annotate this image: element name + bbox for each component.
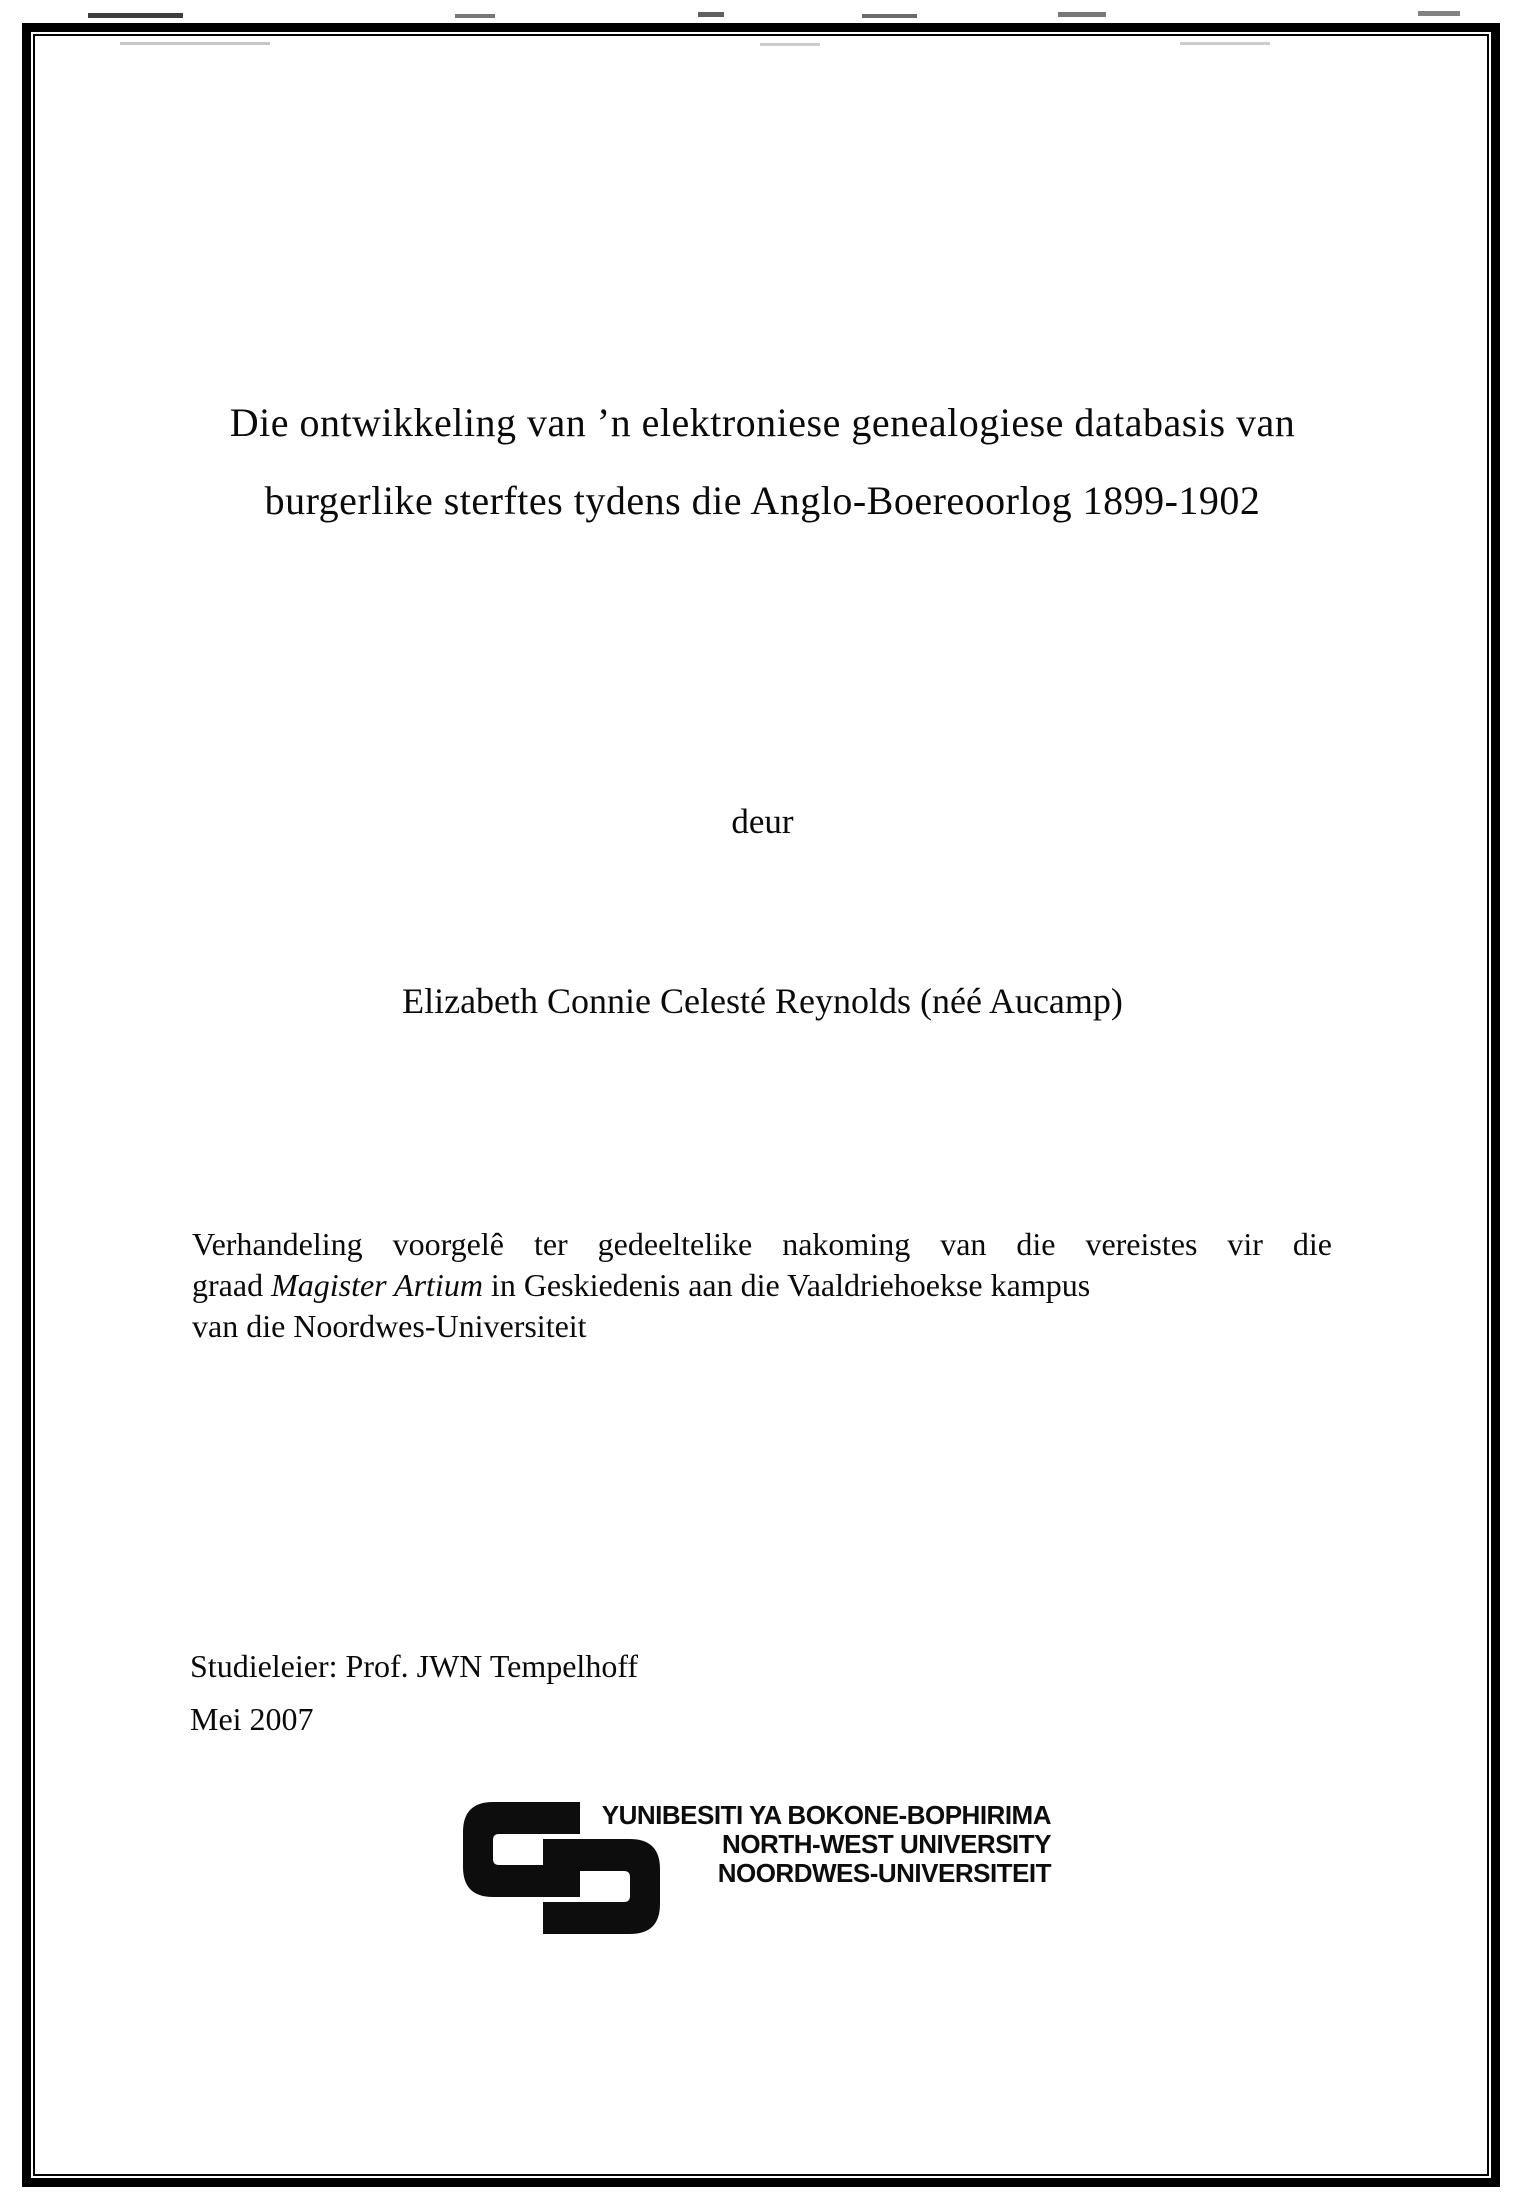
statement-line-1: Verhandeling voorgelê ter gedeeltelike nakoming van die vereistes vir die [192,1226,1332,1262]
statement-line-2-prefix: graad [192,1267,272,1303]
thesis-title-line-2: burgerlike sterftes tydens die Anglo-Boereoorlog 1899-1902 [264,478,1261,523]
scan-artifact [698,12,724,17]
thesis-title [190,384,1335,540]
supervisor-line: Studieleier: Prof. JWN Tempelhoff [190,1648,639,1684]
scan-artifact [455,14,495,18]
statement-line-2-suffix: in Geskiedenis aan die Vaaldriehoekse kampus [482,1267,1091,1303]
scan-artifact [88,13,183,18]
byline-label: deur [731,802,794,841]
degree-name: Magister Artium [271,1267,483,1303]
university-logo-text [593,1801,1051,1888]
thesis-statement [192,1224,1332,1347]
statement-line-3: van die Noordwes-Universiteit [192,1308,587,1344]
scan-artifact [862,14,917,18]
scan-artifact [1418,11,1460,16]
logo-text-line-3: NOORDWES-UNIVERSITEIT [717,1858,1051,1888]
supervisor-block [190,1640,1090,1746]
logo-text-line-2: NORTH-WEST UNIVERSITY [722,1829,1051,1859]
thesis-title-line-1: Die ontwikkeling van ’n elektroniese genealogiese databasis van [229,400,1296,445]
logo-text-line-1: YUNIBESITI YA BOKONE-BOPHIRIMA [601,1800,1051,1830]
author-name: Elizabeth Connie Celesté Reynolds (néé Aucamp) [402,981,1123,1021]
date-line: Mei 2007 [190,1701,314,1737]
statement-line-2 [192,1265,1332,1306]
scan-artifact [1058,12,1106,17]
university-logo [463,1800,1063,1940]
